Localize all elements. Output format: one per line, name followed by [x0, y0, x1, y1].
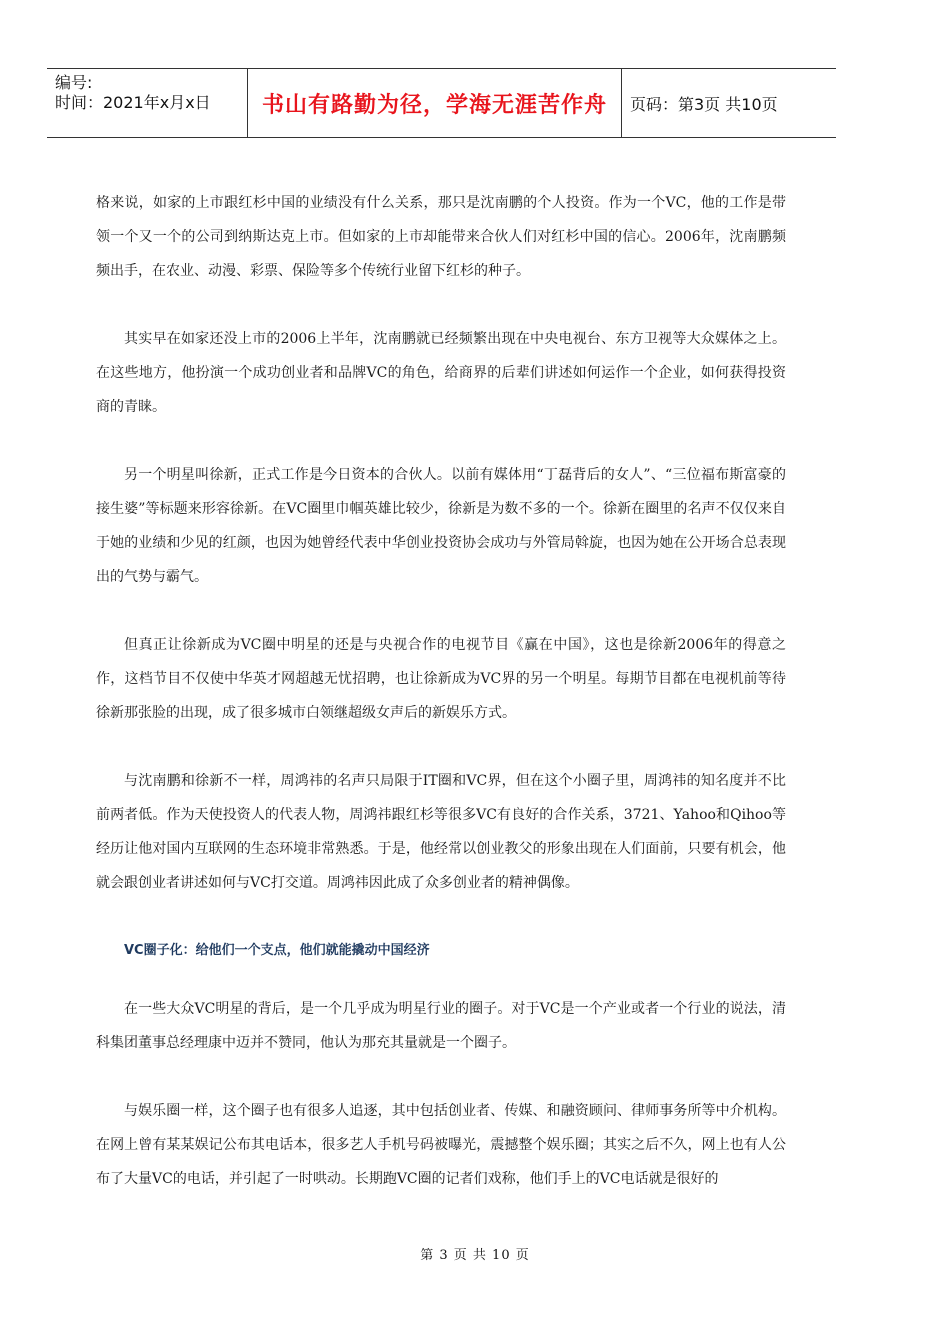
section-heading: VC圈子化：给他们一个支点，他们就能撬动中国经济 — [124, 943, 430, 958]
header-meta — [47, 69, 247, 137]
paragraph-3: 另一个明星叫徐新，正式工作是今日资本的合伙人。以前有媒体用“丁磊背后的女人”、“三位福布斯富豪的接生婆”等标题来形容徐新。在VC圈里巾帼英雄比较少，徐新是为数不多的一个。徐新在圈里的名声不仅仅来自于她的业绩和少见的红颜，也因为她曾经代表中华创业投资协会成功与外管局斡旋，也因为她在公开场合总表现出的气势与霸气。 — [96, 467, 786, 585]
paragraph-2: 其实早在如家还没上市的2006上半年，沈南鹏就已经频繁出现在中央电视台、东方卫视等大众媒体之上。在这些地方，他扮演一个成功创业者和品牌VC的角色，给商界的后辈们讲述如何运作一个企业，如何获得投资商的青睐。 — [96, 331, 786, 415]
page-footer: 第 3 页 共 10 页 — [420, 1248, 530, 1263]
paragraph-6: 在一些大众VC明星的背后，是一个几乎成为明星行业的圈子。对于VC是一个产业或者一个行业的说法，清科集团董事总经理康中迈并不赞同，他认为那充其量就是一个圈子。 — [96, 1001, 786, 1051]
paragraph-4: 但真正让徐新成为VC圈中明星的还是与央视合作的电视节目《赢在中国》，这也是徐新2006年的得意之作，这档节目不仅使中华英才网超越无忧招聘，也让徐新成为VC界的另一个明星。每期节目都在电视机前等待徐新那张脸的出现，成了很多城市白领继超级女声后的新娱乐方式。 — [96, 637, 786, 721]
document-body — [96, 186, 786, 1230]
time-label: 时间：2021年x月x日 — [55, 93, 211, 112]
paragraph-5: 与沈南鹏和徐新不一样，周鸿祎的名声只局限于IT圈和VC界，但在这个小圈子里，周鸿祎的知名度并不比前两者低。作为天使投资人的代表人物，周鸿祎跟红杉等很多VC有良好的合作关系，3721、Yahoo和Qihoo等经历让他对国内互联网的生态环境非常熟悉。于是，他经常以创业教父的形象出现在人们面前，只要有机会，他就会跟创业者讲述如何与VC打交道。周鸿祎因此成了众多创业者的精神偶像。 — [96, 773, 786, 891]
number-label: 编号: — [55, 73, 93, 92]
header-page-label: 页码：第3页 共10页 — [630, 94, 778, 114]
paragraph-1: 格来说，如家的上市跟红杉中国的业绩没有什么关系，那只是沈南鹏的个人投资。作为一个VC，他的工作是带领一个又一个的公司到纳斯达克上市。但如家的上市却能带来合伙人们对红杉中国的信心。2006年，沈南鹏频频出手，在农业、动漫、彩票、保险等多个传统行业留下红杉的种子。 — [96, 195, 786, 279]
header-motto: 书山有路勤为径，学海无涯苦作舟 — [247, 69, 622, 137]
paragraph-7: 与娱乐圈一样，这个圈子也有很多人追逐，其中包括创业者、传媒、和融资顾问、律师事务所等中介机构。在网上曾有某某娱记公布其电话本，很多艺人手机号码被曝光，震撼整个娱乐圈；其实之后不久，网上也有人公布了大量VC的电话，并引起了一时哄动。长期跑VC圈的记者们戏称，他们手上的VC电话就是很好的 — [96, 1103, 786, 1187]
page-header — [47, 68, 836, 138]
